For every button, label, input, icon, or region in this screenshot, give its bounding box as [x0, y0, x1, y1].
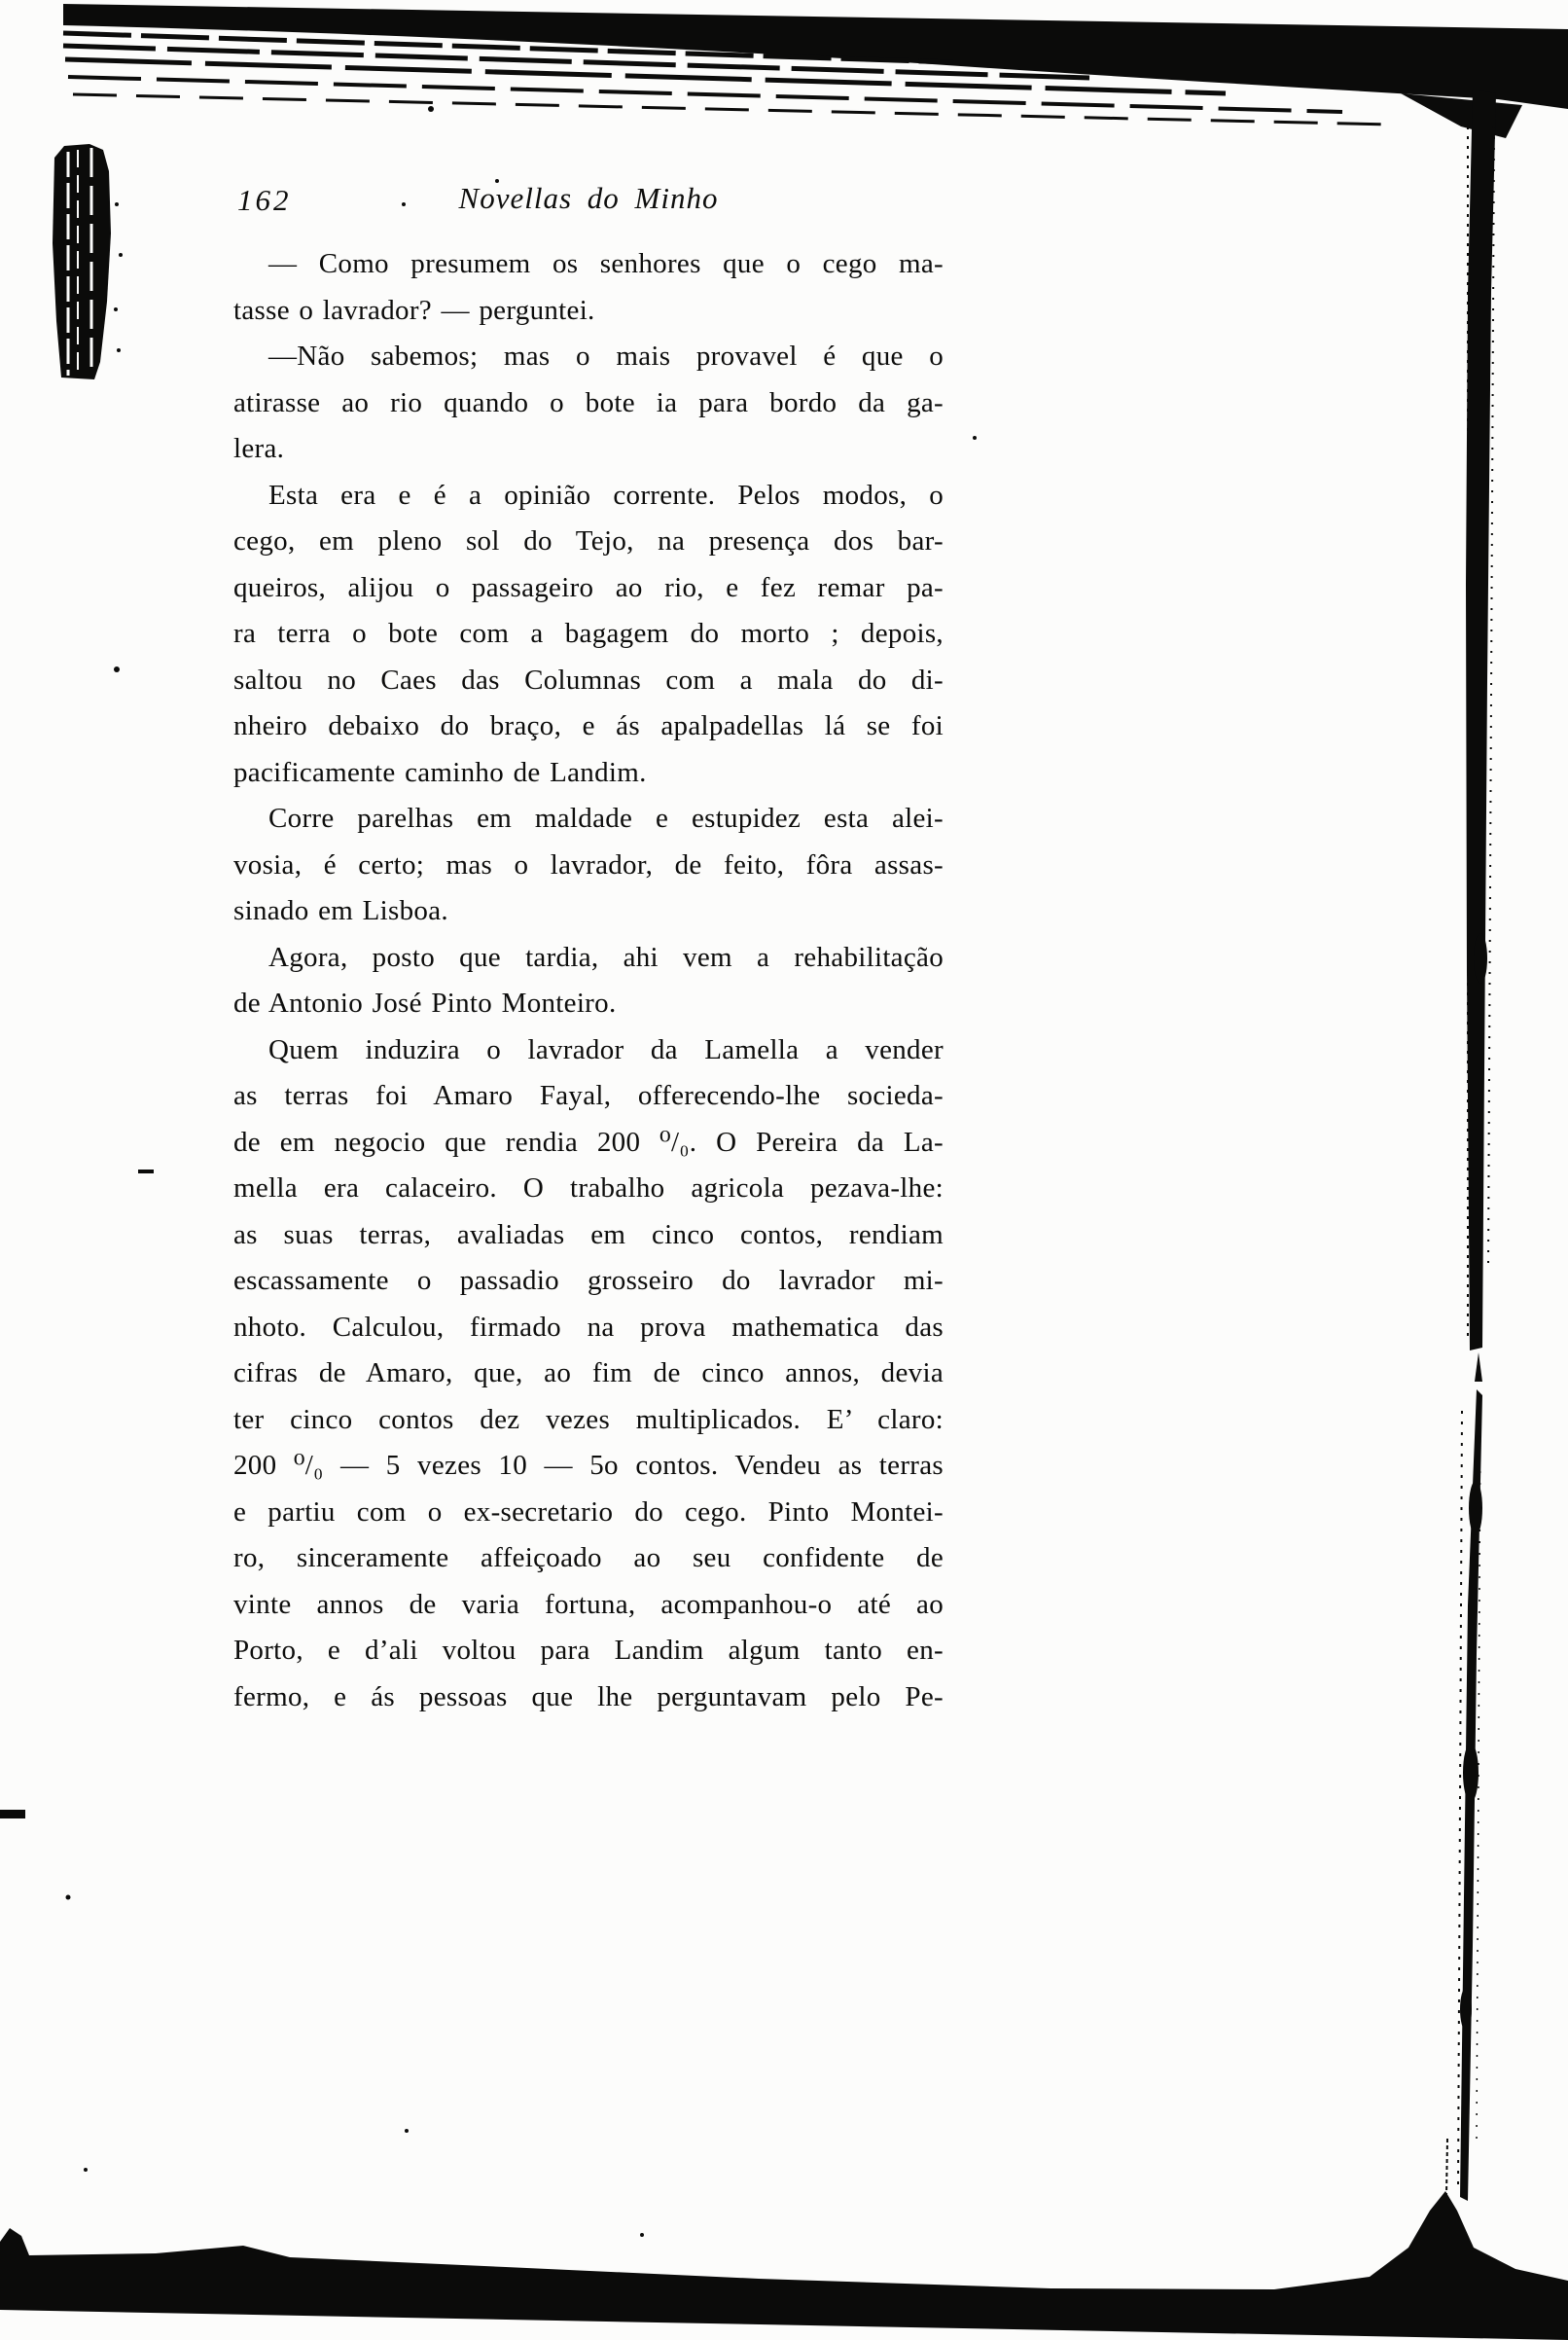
text-line: fermo, e ás pessoas que lhe perguntavam pelo Pe-	[233, 1680, 944, 1712]
text-line: 200 ⁰/₀ — 5 vezes 10 — 5o contos. Vendeu as terras	[233, 1450, 944, 1481]
text-line: Quem induzira o lavrador da Lamella a vender	[268, 1033, 944, 1065]
text-line: cego, em pleno sol do Tejo, na presença dos bar-	[233, 525, 944, 557]
text-line: as suas terras, avaliadas em cinco contos, rendiam	[233, 1218, 944, 1250]
text-line: ro, sinceramente affeiçoado ao seu confidente de	[233, 1542, 944, 1573]
text-line: e partiu com o ex-secretario do cego. Pinto Montei-	[233, 1495, 944, 1528]
text-line: sinado em Lisboa.	[233, 895, 448, 926]
scan-artifact-bottom-band	[0, 2191, 1568, 2340]
running-title: Novellas do Minho	[458, 181, 719, 215]
text-line: Corre parelhas em maldade e estupidez esta alei-	[268, 803, 944, 834]
text-line: de em negocio que rendia 200 ⁰/₀. O Pereira da La-	[233, 1126, 944, 1158]
text-line: — Como presumem os senhores que o cego ma-	[268, 248, 944, 279]
text-line: de Antonio José Pinto Monteiro.	[233, 988, 617, 1019]
text-line: lera.	[233, 433, 285, 464]
text-line: ter cinco contos dez vezes multiplicados. E’ claro:	[233, 1403, 944, 1435]
text-line: pacificamente caminho de Landim.	[233, 756, 647, 788]
text-line: nhoto. Calculou, firmado na prova mathematica das	[233, 1311, 944, 1343]
scan-artifact-right-bar	[1466, 90, 1496, 1350]
text-line: Porto, e d’ali voltou para Landim algum tanto en-	[233, 1635, 944, 1666]
text-line: nheiro debaixo do braço, e ás apalpadellas lá se foi	[233, 710, 944, 741]
text-line: Esta era e é a opinião corrente. Pelos modos, o	[268, 479, 944, 511]
text-line: saltou no Caes das Columnas com a mala do di-	[233, 664, 944, 696]
text-line: queiros, alijou o passageiro ao rio, e fez remar pa-	[233, 571, 944, 603]
text-line: vinte annos de varia fortuna, acompanhou-o até ao	[233, 1588, 944, 1620]
page-header	[233, 181, 944, 218]
text-line: tasse o lavrador? — perguntei.	[233, 294, 595, 326]
text-line: cifras de Amaro, que, ao fim de cinco annos, devia	[233, 1357, 944, 1388]
text-line: ra terra o bote com a bagagem do morto ; depois,	[233, 618, 944, 649]
text-line: escassamente o passadio grosseiro do lavrador mi-	[233, 1265, 944, 1296]
text-line: atirasse ao rio quando o bote ia para bordo da ga-	[233, 386, 944, 418]
text-line: —Não sabemos; mas o mais provavel é que o	[268, 341, 944, 372]
text-line: as terras foi Amaro Fayal, offerecendo-lhe socieda-	[233, 1080, 944, 1111]
page-content	[233, 181, 944, 1720]
scan-artifact-left-blob	[53, 144, 111, 379]
text-line: vosia, é certo; mas o lavrador, de feito, fôra assas-	[233, 848, 944, 881]
page-number: 162	[237, 183, 292, 217]
text-line: Agora, posto que tardia, ahi vem a rehabilitação	[268, 941, 944, 973]
text-line: mella era calaceiro. O trabalho agricola pezava-lhe:	[233, 1172, 944, 1204]
body-text	[233, 241, 944, 1720]
